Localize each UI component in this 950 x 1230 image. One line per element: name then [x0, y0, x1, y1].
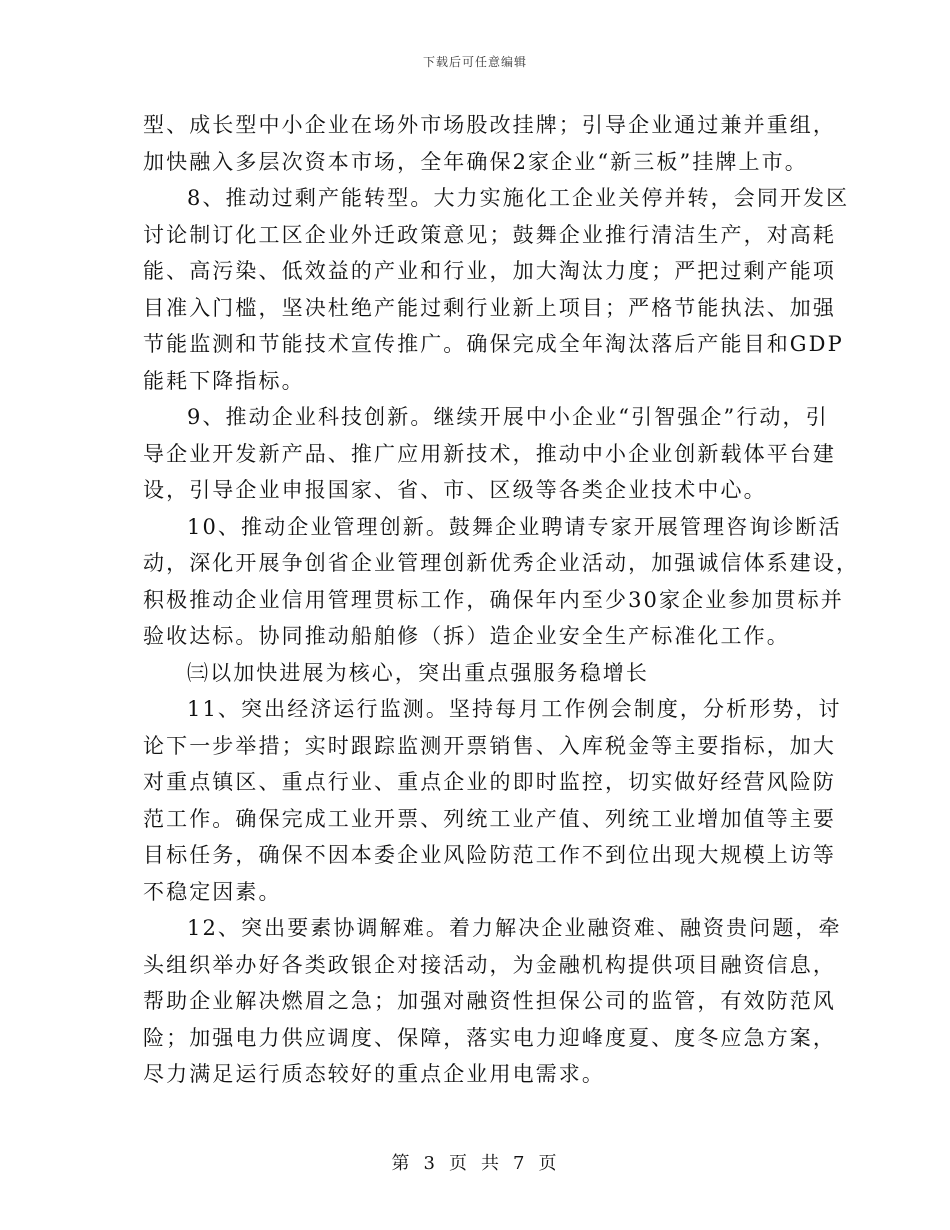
paragraph-item-11: [143, 691, 842, 910]
text-line: 8、推动过剩产能转型。大力实施化工企业关停并转，会同开发区: [187, 186, 850, 210]
paragraph-item-9: [143, 399, 836, 509]
text-line: 设，引导企业申报国家、省、市、区级等各类企业技术中心。: [143, 478, 767, 502]
paragraph-item-12: [143, 910, 842, 1093]
section-heading: [143, 655, 811, 692]
text-line: 尽力满足运行质态较好的重点企业用电需求。: [143, 1062, 605, 1086]
text-line: 范工作。确保完成工业开票、列统工业产值、列统工业增加值等主要: [143, 806, 836, 831]
text-line: 头组织举办好各类政银企对接活动，为金融机构提供项目融资信息，: [143, 952, 836, 977]
text-line: 险；加强电力供应调度、保障，落实电力迎峰度夏、度冬应急方案，: [143, 1025, 836, 1050]
total-pages-number: 7: [513, 1153, 527, 1174]
text-line: 验收达标。协同推动船舶修（拆）造企业安全生产标准化工作。: [143, 624, 790, 648]
paragraph-item-10: [143, 509, 860, 655]
text-line: 10、推动企业管理创新。鼓舞企业聘请专家开展管理咨询诊断活: [187, 514, 842, 539]
text-line: ㈢以加快进展为核心，突出重点强服务稳增长: [187, 660, 649, 685]
text-line: 积极推动企业信用管理贯标工作，确保年内至少30家企业参加贯标并: [143, 587, 844, 612]
current-page-number: 3: [423, 1153, 437, 1174]
text-line: 12、突出要素协调解难。着力解决企业融资难、融资贵问题，牵: [187, 916, 842, 940]
document-body: [143, 107, 860, 1093]
text-line: 对重点镇区、重点行业、重点企业的即时监控，切实做好经营风险防: [143, 770, 836, 794]
text-line: 动，深化开展争创省企业管理创新优秀企业活动，加强诚信体系建设，: [143, 551, 860, 575]
paragraph-continuation: [143, 107, 836, 180]
text-line: 11、突出经济运行监测。坚持每月工作例会制度，分析形势，讨: [187, 697, 842, 721]
text-line: 论下一步举措；实时跟踪监测开票销售、入库税金等主要指标，加大: [143, 733, 836, 758]
text-line: 节能监测和节能技术宣传推广。确保完成全年淘汰落后产能目和GDP: [143, 332, 844, 356]
text-line: 加快融入多层次资本市场，全年确保2家企业“新三板”挂牌上市。: [143, 149, 808, 174]
text-line: 型、成长型中小企业在场外市场股改挂牌；引导企业通过兼并重组，: [143, 113, 836, 137]
paragraph-item-8: [143, 180, 850, 399]
page-label-mid: 页: [449, 1153, 469, 1174]
text-line: 帮助企业解决燃眉之急；加强对融资性担保公司的监管，有效防范风: [143, 989, 836, 1013]
text-line: 能耗下降指标。: [143, 368, 305, 393]
text-line: 目标任务，确保不因本委企业风险防范工作不到位出现大规模上访等: [143, 843, 836, 867]
page-footer: [0, 1149, 950, 1175]
text-line: 能、高污染、低效益的产业和行业，加大淘汰力度；严把过剩产能项: [143, 259, 836, 283]
page-label-suffix: 页: [538, 1153, 559, 1174]
text-line: 9、推动企业科技创新。继续开展中小企业“引智强企”行动，引: [187, 405, 829, 429]
page-label-prefix: 第: [391, 1153, 412, 1174]
total-label: 共: [481, 1153, 501, 1174]
page-header: 下载后可任意编辑: [422, 55, 527, 69]
text-line: 不稳定因素。: [143, 879, 282, 904]
text-line: 讨论制订化工区企业外迁政策意见；鼓舞企业推行清洁生产，对高耗: [143, 222, 836, 247]
text-line: 目准入门槛，坚决杜绝产能过剩行业新上项目；严格节能执法、加强: [143, 295, 836, 320]
text-line: 导企业开发新产品、推广应用新技术，推动中小企业创新载体平台建: [143, 441, 836, 466]
